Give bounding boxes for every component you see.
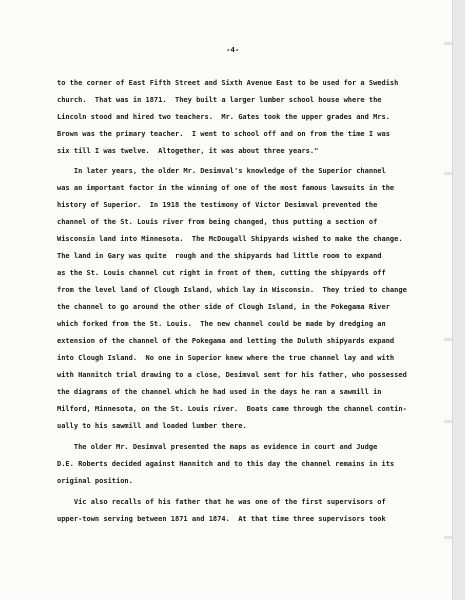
text-line: Brown was the primary teacher. I went to school off and on from the time I was <box>57 130 390 138</box>
text-line: extension of the channel of the Pokegama and letting the Duluth shipyards expand <box>57 337 395 345</box>
text-line: The older Mr. Desimval presented the maps as evidence in court and Judge <box>57 443 378 451</box>
page-edge-mark <box>444 42 452 45</box>
text-line: Wisconsin land into Minnesota. The McDougall Shipyards wished to make the change. <box>57 235 403 243</box>
page-edge-mark <box>444 536 452 539</box>
text-line: Milford, Minnesota, on the St. Louis river. Boats came through the channel contin- <box>57 405 407 413</box>
page-number: -4- <box>226 45 240 54</box>
text-line: Lincoln stood and hired two teachers. Mr. Gates took the upper grades and Mrs. <box>57 113 390 121</box>
text-line: six till I was twelve. Altogether, it was about three years." <box>57 147 319 155</box>
text-line: channel of the St. Louis river from being changed, thus putting a section of <box>57 218 378 226</box>
page-edge-mark <box>444 420 452 423</box>
text-line: In later years, the older Mr. Desimval's knowledge of the Superior channel <box>57 167 386 175</box>
text-line: Vic also recalls of his father that he was one of the first supervisors of <box>57 498 386 506</box>
text-line: to the corner of East Fifth Street and Sixth Avenue East to be used for a Swedish <box>57 79 399 87</box>
text-line: into Clough Island. No one in Superior knew where the true channel lay and with <box>57 354 395 362</box>
text-line: upper-town serving between 1871 and 1874. At that time three supervisors took <box>57 515 386 523</box>
text-line: The land in Gary was quite rough and the shipyards had little room to expand <box>57 252 382 260</box>
text-line: with Hannitch trial drawing to a close, Desimval sent for his father, who possessed <box>57 371 407 379</box>
text-line: the diagrams of the channel which he had used in the days he ran a sawmill in <box>57 388 382 396</box>
text-line: as the St. Louis channel cut right in front of them, cutting the shipyards off <box>57 269 386 277</box>
text-line: which forked from the St. Louis. The new channel could be made by dredging an <box>57 320 386 328</box>
text-line: was an important factor in the winning of one of the most famous lawsuits in the <box>57 184 395 192</box>
page-edge-mark <box>444 338 452 341</box>
text-line: church. That was in 1871. They built a larger lumber school house where the <box>57 96 382 104</box>
text-line: D.E. Roberts decided against Hannitch and to this day the channel remains in its <box>57 460 395 468</box>
text-line: original position. <box>57 477 133 485</box>
text-line: ually to his sawmill and loaded lumber there. <box>57 422 247 430</box>
page-edge-mark <box>444 172 452 175</box>
text-line: from the level land of Clough Island, which lay in Wisconsin. They tried to change <box>57 286 407 294</box>
text-line: the channel to go around the other side of Clough Island, in the Pokegama River <box>57 303 390 311</box>
text-line: history of Superior. In 1918 the testimony of Victor Desimval prevented the <box>57 201 378 209</box>
